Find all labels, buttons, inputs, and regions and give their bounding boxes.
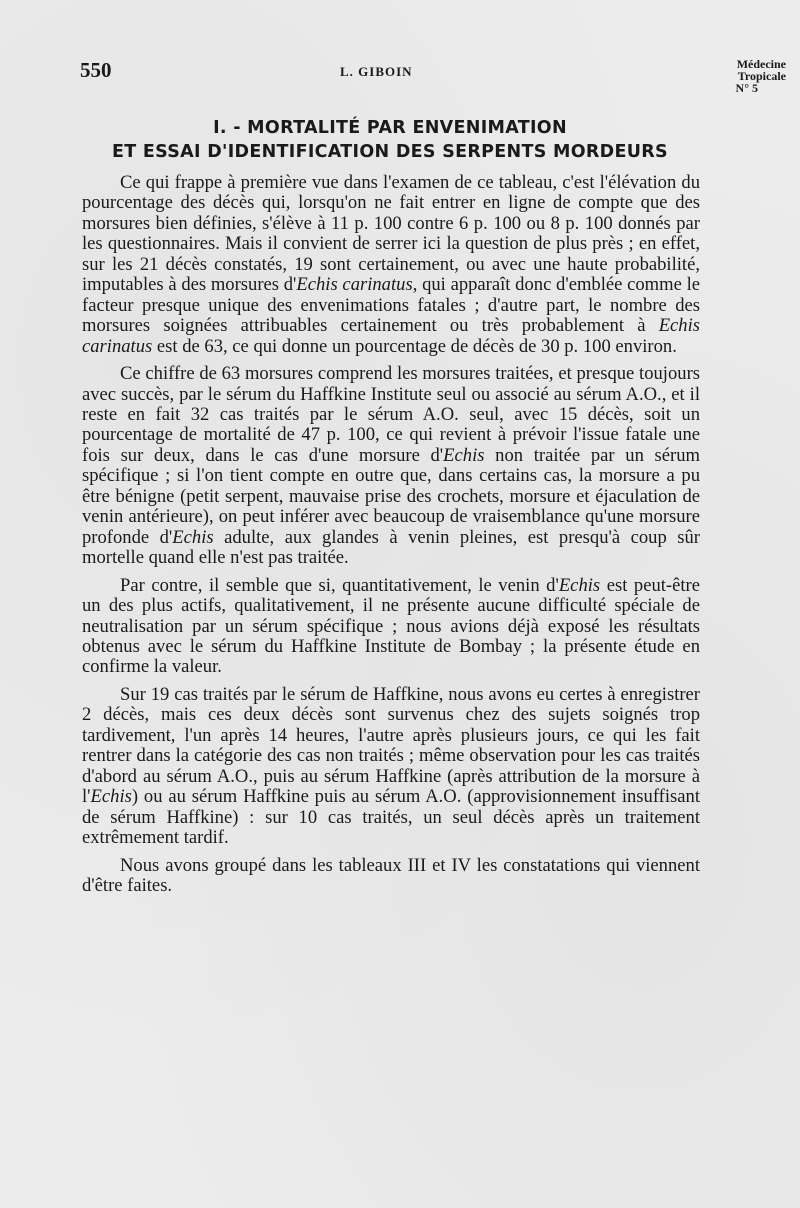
body-paragraph: [82, 364, 700, 569]
body-paragraph: [82, 856, 700, 897]
italic-taxon: Echis: [443, 444, 485, 466]
journal-issue: N° 5: [735, 81, 758, 95]
text-run: ) ou au sérum Haffkine puis au sérum A.O. (approvisionnement insuffisant de sérum Haffkine) : sur 10 cas traités, un seul décès après un traitement extrêmement tardif.: [82, 786, 700, 849]
text-run: Ce chiffre de 63 morsures comprend les morsures traitées, et presque toujours avec succès, par le sérum du Haffkine Institute seul ou associé au sérum A.O., et il reste en fait 32 cas traités par le sérum A.O. seul, avec 15 décès, soit un pourcentage de mortalité de 47 p. 100, ce qui revient à prévoir l'issue fatale une fois sur deux, dans le cas d'une morsure d': [82, 363, 700, 466]
text-run: est de 63, ce qui donne un pourcentage de décès de 30 p. 100 environ.: [152, 335, 677, 357]
italic-taxon: Echis: [558, 574, 601, 596]
text-run: , qui apparaît donc d'emblée comme le facteur presque unique des envenimations fatales ; d'autre part, le nombre des morsures soignées attribuables certainement ou très probablement à: [82, 274, 701, 337]
italic-taxon: Echis carinatus: [82, 315, 700, 357]
text-run: adulte, aux glandes à venin pleines, est presqu'à coup sûr mortelle quand elle n'est pas traitée.: [82, 526, 700, 569]
running-head-author: L. GIBOIN: [340, 64, 413, 79]
page-number: 550: [80, 58, 112, 82]
text-run: Par contre, il semble que si, quantitativement, le venin d': [120, 574, 559, 596]
italic-taxon: Echis carinatus: [296, 274, 413, 296]
journal-name-line1: Médecine: [736, 57, 786, 71]
text-run: Ce qui frappe à première vue dans l'examen de ce tableau, c'est l'élévation du pourcentage des décès qui, lorsqu'on ne fait entrer en ligne de compte que des morsures bien définies, s'élève à 11 p. 100 contre 6 p. 100 ou 8 p. 100 donnés par les questionnaires. Mais il convient de serrer ici la question de plus près ; en effet, sur les 21 décès constatés, 19 sont certainement, ou avec une haute probabilité, imputables à des morsures d': [82, 172, 700, 296]
section-title-line2: ET ESSAI D'IDENTIFICATION DES SERPENTS MORDEURS: [112, 142, 668, 162]
italic-taxon: Echis: [172, 526, 214, 548]
text-run: est peut-être un des plus actifs, qualitativement, il ne présente aucune difficulté spéciale de neutralisation par un sérum spécifique ; nous avions déjà exposé les résultats obtenus avec le sérum du Haffkine Institute de Bombay ; la présente étude en confirme la valeur.: [82, 574, 700, 678]
body-text: [82, 173, 700, 896]
section-title: [80, 116, 700, 164]
body-paragraph: [82, 685, 700, 849]
text-run: non traitée par un sérum spécifique ; si l'on tient compte en outre que, dans certains cas, la morsure a pu être bénigne (petit serpent, mauvaise prise des crochets, morsure et éjaculation de venin antérieure), on peut inférer avec beaucoup de vraisemblance qu'une morsure profonde d': [82, 444, 700, 548]
text-run: Nous avons groupé dans les tableaux III et IV les constatations qui viennent d'être faites.: [82, 854, 700, 896]
journal-name-line2: Tropicale: [737, 69, 786, 83]
section-title-line1: I. - MORTALITÉ PAR ENVENIMATION: [213, 118, 567, 138]
text-run: Sur 19 cas traités par le sérum de Haffkine, nous avons eu certes à enregistrer 2 décès, mais ces deux décès sont survenus chez des sujets soignés trop tardivement, l'un après 14 heures, l'autre après plusieurs jours, ce qui les fait rentrer dans la catégorie des cas non traités ; même observation pour les cas traités d'abord au sérum A.O., puis au sérum Haffkine (après attribution de la morsure à l': [82, 683, 700, 808]
body-paragraph: [82, 576, 700, 678]
body-paragraph: [82, 173, 700, 357]
italic-taxon: Echis: [90, 786, 132, 808]
journal-badge: [666, 58, 786, 94]
